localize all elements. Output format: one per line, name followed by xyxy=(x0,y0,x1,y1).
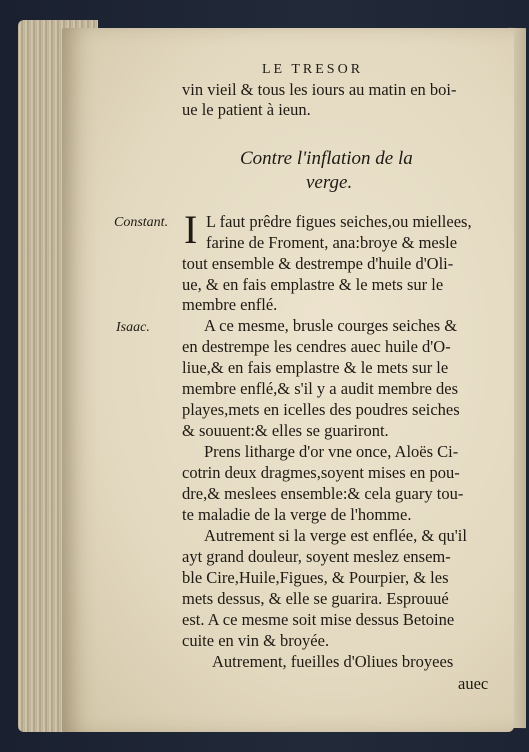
paragraph-line: dre,& meslees ensemble:& cela guary tou- xyxy=(182,484,464,503)
paragraph-line: Prens litharge d'or vne once, Aloës Ci- xyxy=(204,442,459,461)
margin-note-isaac: Isaac. xyxy=(116,320,150,335)
paragraph-line: est. A ce mesme soit mise dessus Betoine xyxy=(182,610,455,629)
paragraph-line: playes,mets en icelles des poudres seiches xyxy=(182,400,460,419)
paragraph-line: mets dessus, & elle se guarira. Esprouué xyxy=(182,589,449,608)
paragraph-line: liue,& en fais emplastre & le mets sur le xyxy=(182,358,449,377)
paragraph-line: membre enflé. xyxy=(182,295,278,314)
paragraph-line: cuite en vin & broyée. xyxy=(182,631,330,650)
paragraph-line: ue, & en fais emplastre & le mets sur le xyxy=(182,275,444,294)
section-heading: Contre l'inflation de la xyxy=(240,148,413,169)
running-header: LE TRESOR xyxy=(262,62,364,77)
paragraph-line: ble Cire,Huile,Figues, & Pourpier, & les xyxy=(182,568,449,587)
paragraph-line: farine de Froment, ana:broye & mesle xyxy=(206,233,458,252)
paragraph-line: te maladie de la verge de l'homme. xyxy=(182,505,412,524)
paragraph-line: L faut prêdre figues seiches,ou miellees, xyxy=(206,212,472,231)
intro-line: ue le patient à ieun. xyxy=(182,100,311,119)
section-heading: verge. xyxy=(306,172,353,193)
paragraph-line: ayt grand douleur, soyent meslez ensem- xyxy=(182,547,451,566)
intro-line: vin vieil & tous les iours au matin en boi- xyxy=(182,80,457,99)
catchword: auec xyxy=(458,674,489,693)
paragraph-line: A ce mesme, brusle courges seiches & xyxy=(204,316,458,335)
margin-note-constant: Constant. xyxy=(114,215,169,230)
paragraph-line: Autrement, fueilles d'Oliues broyees xyxy=(212,652,454,671)
paragraph-line: Autrement si la verge est enflée, & qu'il xyxy=(204,526,467,545)
drop-cap: I xyxy=(184,207,198,252)
paragraph-line: & souuent:& elles se guariront. xyxy=(182,421,389,440)
paragraph-line: tout ensemble & destrempe d'huile d'Oli- xyxy=(182,254,454,273)
paragraph-line: en destrempe les cendres auec huile d'O- xyxy=(182,337,451,356)
paragraph-line: cotrin deux dragmes,soyent mises en pou- xyxy=(182,463,460,482)
paragraph-line: membre enflé,& s'il y a audit membre des xyxy=(182,379,459,398)
